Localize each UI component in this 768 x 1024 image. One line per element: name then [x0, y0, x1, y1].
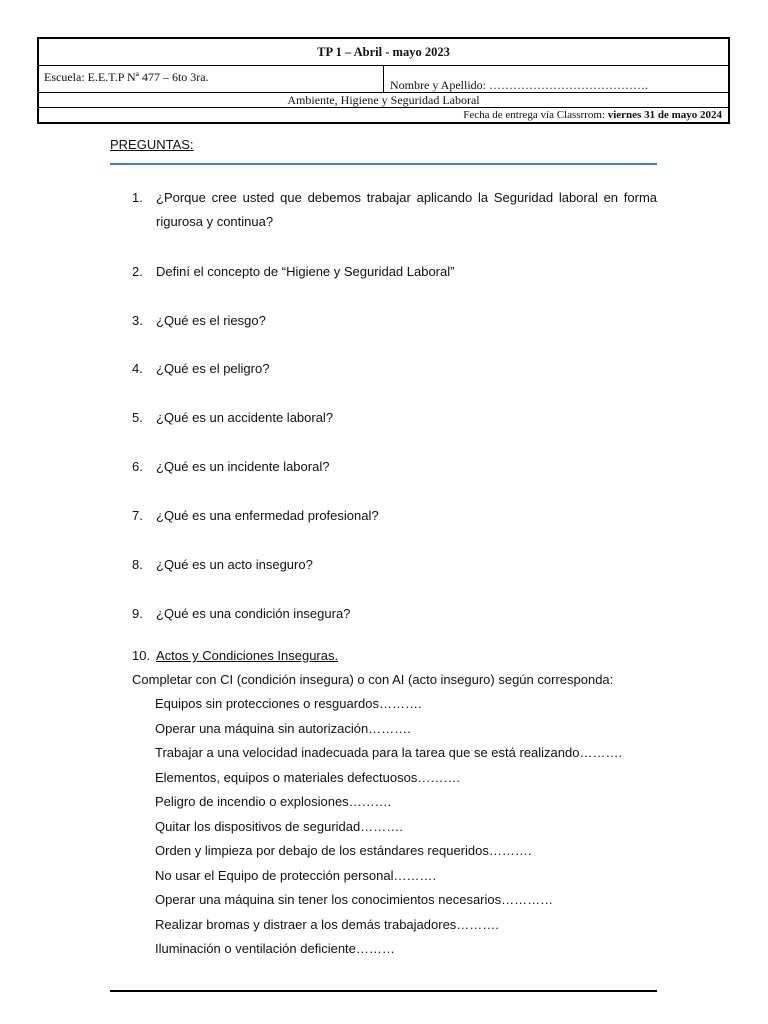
list-item: Realizar bromas y distraer a los demás trabajadores……….	[155, 916, 499, 932]
list-item: Equipos sin protecciones o resguardos……….	[155, 696, 422, 711]
question-text: ¿Qué es una enfermedad profesional?	[156, 508, 379, 523]
list-item: Operar una máquina sin autorización……….	[155, 720, 411, 736]
section-heading: PREGUNTAS:	[110, 137, 194, 152]
student-name-field: Nombre y Apellido: ………………………………….	[390, 78, 648, 92]
list-item: Orden y limpieza por debajo de los estándares requeridos……….	[155, 843, 532, 858]
question-item	[132, 406, 334, 430]
question-text: Actos y Condiciones Inseguras.	[156, 648, 339, 663]
due-date-row	[39, 108, 728, 122]
due-date-value: viernes 31 de mayo 2024	[607, 109, 722, 121]
question-item	[132, 357, 270, 381]
list-item: Quitar los dispositivos de seguridad……….	[155, 818, 403, 834]
header-table	[37, 37, 730, 124]
question-number: 7.	[132, 508, 143, 523]
classification-list	[155, 694, 622, 964]
question-number: 4.	[132, 361, 143, 376]
question-number: 5.	[132, 410, 143, 425]
question-text: ¿Qué es el peligro?	[156, 361, 270, 376]
question-10-title	[132, 646, 338, 666]
question-number: 1.	[132, 190, 143, 205]
question-text: ¿Qué es un acto inseguro?	[156, 557, 313, 572]
subject-title: Ambiente, Higiene y Seguridad Laboral	[39, 93, 728, 108]
question-text: ¿Qué es un accidente laboral?	[156, 410, 334, 425]
question-item	[132, 504, 379, 528]
question-number: 6.	[132, 459, 143, 474]
question-number: 8.	[132, 557, 143, 572]
question-item	[132, 260, 455, 284]
due-date-label: Fecha de entrega vía Classrrom:	[463, 109, 608, 121]
footer-divider	[110, 990, 657, 992]
question-item	[132, 602, 351, 626]
question-number: 3.	[132, 313, 143, 328]
list-item: Operar una máquina sin tener los conocimientos necesarios…………	[155, 892, 554, 907]
question-number: 10.	[132, 648, 151, 663]
list-item: Iluminación o ventilación deficiente………	[155, 941, 395, 956]
document-title: TP 1 – Abril - mayo 2023	[39, 39, 728, 66]
question-number: 9.	[132, 606, 143, 621]
list-item: No usar el Equipo de protección personal……….	[155, 867, 437, 883]
question-text: Definí el concepto de “Higiene y Seguridad Laboral”	[156, 264, 455, 279]
question-item	[132, 309, 266, 333]
question-item	[132, 455, 330, 479]
school-name: Escuela: E.E.T.P Nª 477 – 6to 3ra.	[39, 66, 384, 92]
list-item: Peligro de incendio o explosiones……….	[155, 794, 392, 809]
question-10-instruction: Completar con CI (condición insegura) o con AI (acto inseguro) según corresponda:	[132, 672, 614, 687]
list-item: Elementos, equipos o materiales defectuosos……….	[155, 769, 460, 785]
question-text: ¿Qué es una condición insegura?	[156, 606, 351, 621]
question-text: ¿Qué es un incidente laboral?	[156, 459, 330, 474]
question-text: ¿Porque cree usted que debemos trabajar aplicando la Seguridad laboral en forma rigurosa y continua?	[156, 190, 657, 229]
question-item	[132, 186, 657, 229]
school-row	[39, 66, 728, 93]
question-text: ¿Qué es el riesgo?	[156, 313, 266, 328]
question-number: 2.	[132, 264, 143, 279]
list-item: Trabajar a una velocidad inadecuada para la tarea que se está realizando……….	[155, 745, 623, 760]
question-item	[132, 553, 313, 577]
heading-divider	[110, 163, 657, 165]
